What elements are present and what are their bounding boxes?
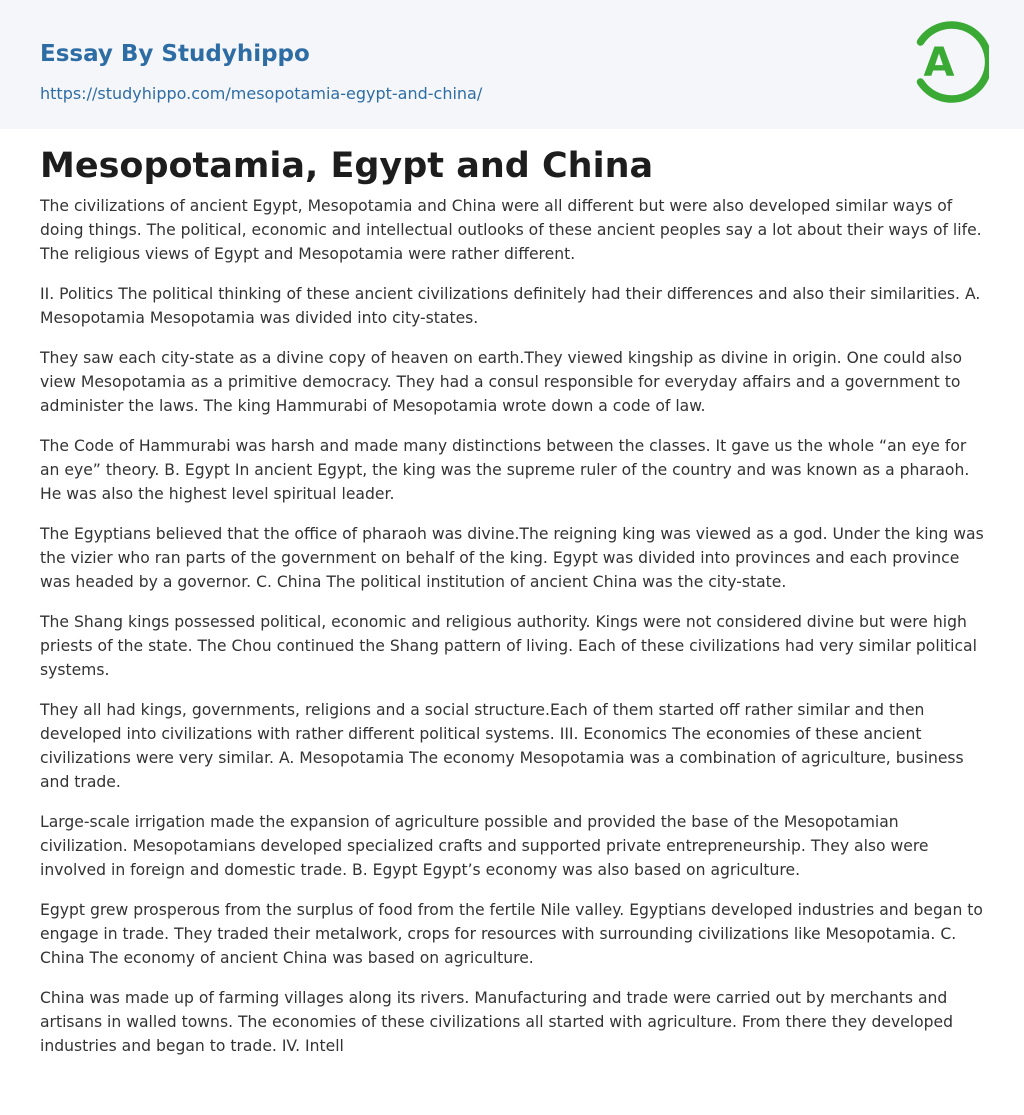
essay-paragraph: II. Politics The political thinking of these ancient civilizations definitely had their differences and also their similarities. A. Mesopotamia Mesopotamia was divided into city-states. — [40, 285, 981, 327]
essay-paragraph: The civilizations of ancient Egypt, Mesopotamia and China were all different but were also developed similar ways of doing things. The political, economic and intellectual outlooks of these ancient peoples say a lot about their ways of life. The religious views of Egypt and Mesopotamia were rather different. — [40, 197, 982, 263]
essay-paragraph: China was made up of farming villages along its rivers. Manufacturing and trade were carried out by merchants and artisans in walled towns. The economies of these civilizations all started with agriculture. From there they developed industries and began to trade. IV. Intell — [40, 989, 954, 1055]
logo-letter: A — [923, 40, 955, 86]
essay-body — [40, 194, 984, 1074]
studyhippo-logo-icon[interactable] — [911, 17, 989, 107]
essay-paragraph: The Egyptians believed that the office of pharaoh was divine.The reigning king was viewed as a god. Under the king was the vizier who ran parts of the government on behalf of the king. Egypt was divided into provinces and each province was headed by a governor. C. China The political institution of ancient China was the city-state. — [40, 525, 984, 591]
essay-paragraph: Egypt grew prosperous from the surplus of food from the fertile Nile valley. Egyptians developed industries and began to engage in trade. They traded their metalwork, crops for resources with surrounding civilizations like Mesopotamia. C. China The economy of ancient China was based on agriculture. — [40, 901, 983, 967]
essay-paragraph: They all had kings, governments, religions and a social structure.Each of them started off rather similar and then developed into civilizations with rather different political systems. III. Economics The economies of these ancient civilizations were very similar. A. Mesopotamia The economy Mesopotamia was a combination of agriculture, business and trade. — [40, 701, 964, 791]
site-brand[interactable]: Essay By Studyhippo — [40, 41, 310, 67]
essay-paragraph: They saw each city-state as a divine copy of heaven on earth.They viewed kingship as divine in origin. One could also view Mesopotamia as a primitive democracy. They had a consul responsible for everyday affairs and a government to administer the laws. The king Hammurabi of Mesopotamia wrote down a code of law. — [40, 349, 963, 415]
page-url-link[interactable]: https://studyhippo.com/mesopotamia-egypt-and-china/ — [40, 84, 483, 103]
essay-title: Mesopotamia, Egypt and China — [40, 146, 654, 186]
essay-paragraph: The Code of Hammurabi was harsh and made many distinctions between the classes. It gave us the whole “an eye for an eye” theory. B. Egypt In ancient Egypt, the king was the supreme ruler of the country and was known as a pharaoh. He was also the highest level spiritual leader. — [40, 437, 970, 503]
essay-paragraph: The Shang kings possessed political, economic and religious authority. Kings were not considered divine but were high priests of the state. The Chou continued the Shang pattern of living. Each of these civilizations had very similar political systems. — [40, 613, 977, 679]
essay-paragraph: Large-scale irrigation made the expansion of agriculture possible and provided the base of the Mesopotamian civilization. Mesopotamians developed specialized crafts and supported private entrepreneurship. They also were involved in foreign and domestic trade. B. Egypt Egypt’s economy was also based on agriculture. — [40, 813, 929, 879]
site-header — [0, 0, 1024, 129]
